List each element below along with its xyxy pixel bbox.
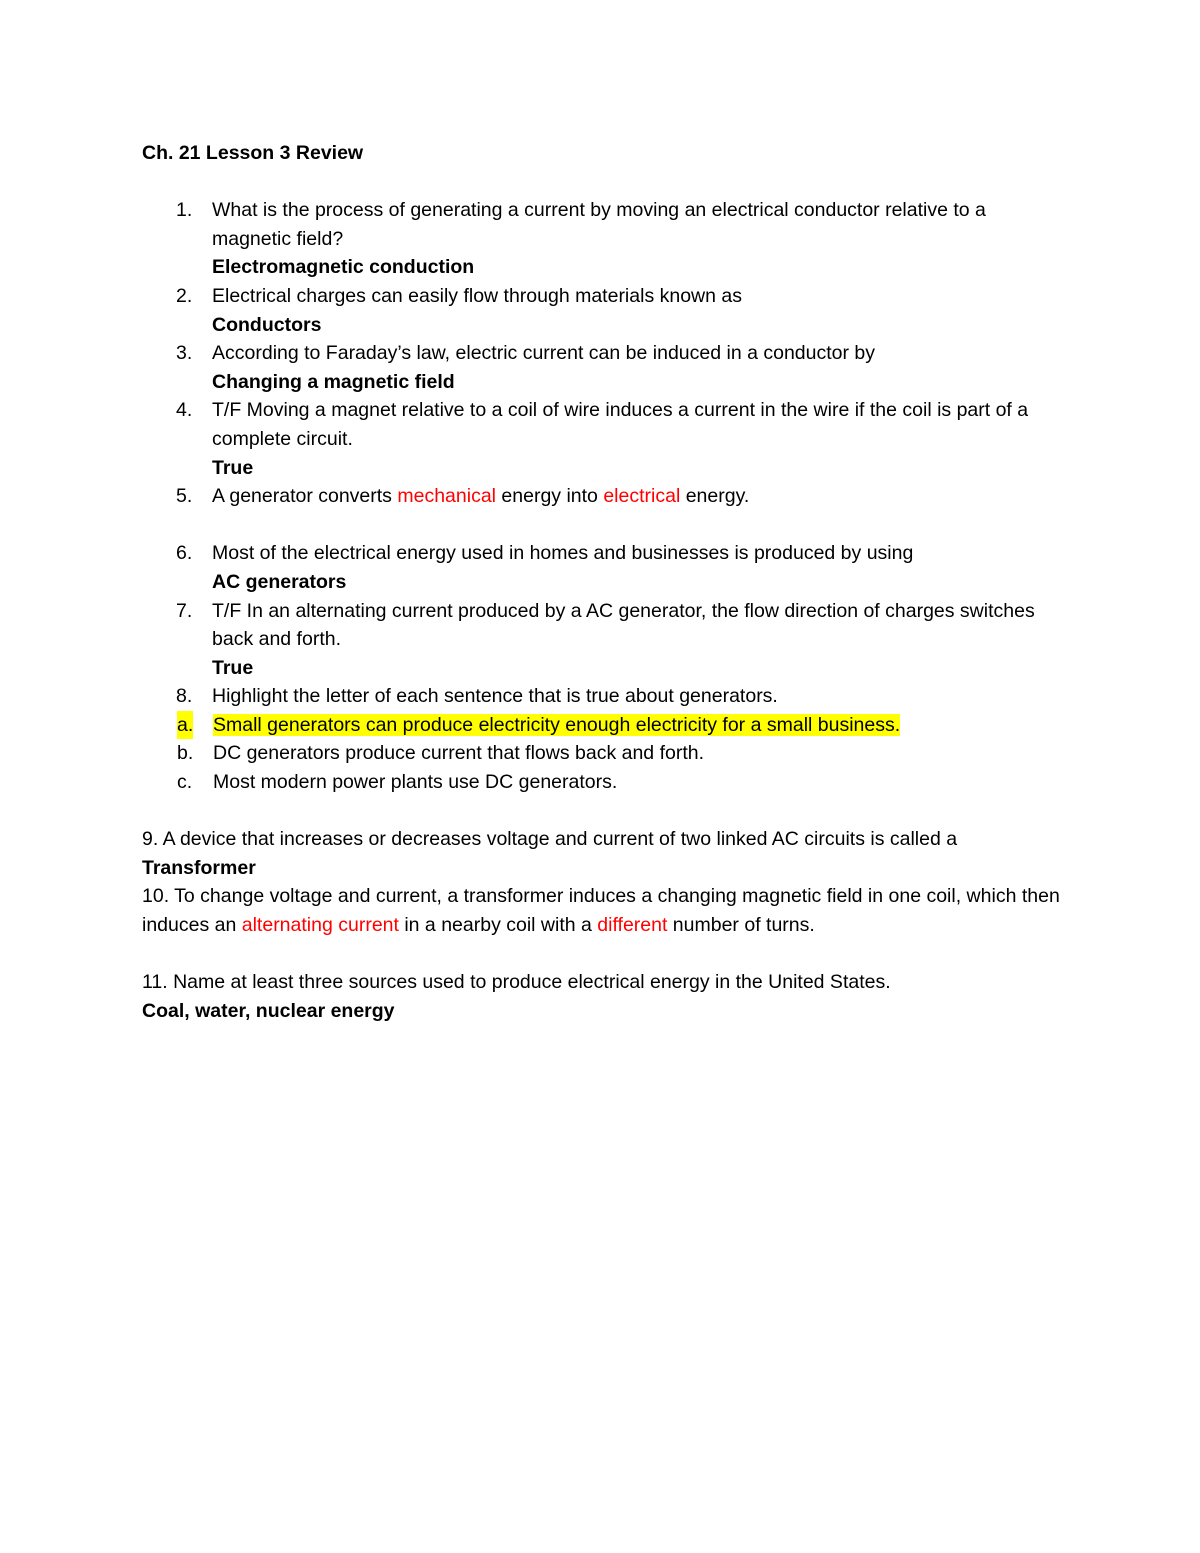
- fill-in-answer: electrical: [603, 485, 681, 508]
- question-8: [142, 682, 1062, 711]
- question-number: 8.: [176, 685, 193, 708]
- question-10: [142, 882, 1062, 939]
- question-1: [142, 196, 1062, 282]
- question-number: 2.: [176, 284, 193, 307]
- answer-text: Changing a magnetic field: [212, 370, 455, 393]
- question-text: 11. Name at least three sources used to produce electrical energy in the United States.: [142, 971, 891, 994]
- blank-line: [142, 168, 1062, 197]
- question-text: in a nearby coil with a: [398, 914, 598, 937]
- answer-text: Coal, water, nuclear energy: [142, 999, 395, 1022]
- option-text: DC generators produce current that flows back and forth.: [213, 742, 705, 765]
- question-text: T/F In an alternating current produced by a AC generator, the flow direction of charges switches back and forth.: [212, 599, 1035, 651]
- question-number: 5.: [176, 485, 193, 508]
- option-letter: b.: [177, 742, 194, 765]
- question-text: Highlight the letter of each sentence that is true about generators.: [212, 685, 778, 708]
- question-number: 7.: [176, 599, 193, 622]
- question-text: energy.: [680, 485, 750, 508]
- question-4: [142, 396, 1062, 482]
- option-text: Small generators can produce electricity enough electricity for a small business.: [213, 713, 901, 736]
- question-3: [142, 339, 1062, 396]
- question-9: [142, 825, 1062, 882]
- option-a: [142, 711, 1062, 740]
- question-number: 4.: [176, 399, 193, 422]
- blank-line: [142, 797, 1062, 826]
- document-title: Ch. 21 Lesson 3 Review: [142, 142, 364, 164]
- question-text: A generator converts: [212, 485, 398, 508]
- question-text: What is the process of generating a current by moving an electrical conductor relative to a magnetic field?: [212, 199, 986, 250]
- fill-in-answer: different: [597, 914, 668, 937]
- document-page: [142, 139, 1062, 1025]
- question-6: [142, 539, 1062, 596]
- blank-line: [142, 511, 1062, 540]
- fill-in-answer: alternating current: [241, 914, 399, 937]
- option-list: [142, 711, 1062, 797]
- question-text: 10. To change voltage and current, a transformer induces a changing magnetic field in one coil, which then induces an: [142, 885, 1060, 937]
- answer-text: Transformer: [142, 856, 256, 879]
- question-list: [142, 196, 1062, 711]
- question-text: Electrical charges can easily flow through materials known as: [212, 284, 742, 307]
- answer-text: Conductors: [212, 313, 322, 336]
- question-text: Most of the electrical energy used in homes and businesses is produced by using: [212, 542, 914, 565]
- question-7: [142, 597, 1062, 683]
- question-11: [142, 968, 1062, 1025]
- answer-text: True: [212, 656, 254, 679]
- question-text: number of turns.: [667, 914, 815, 937]
- question-text: 9. A device that increases or decreases voltage and current of two linked AC circuits is called a: [142, 828, 958, 851]
- option-b: [142, 739, 1062, 768]
- question-number: 3.: [176, 342, 193, 365]
- answer-text: True: [212, 456, 254, 479]
- option-letter: a.: [177, 711, 193, 740]
- question-number: 1.: [176, 199, 193, 222]
- blank-line: [142, 940, 1062, 969]
- fill-in-answer: mechanical: [397, 485, 502, 508]
- option-letter: c.: [177, 771, 193, 794]
- question-text: energy into: [501, 485, 604, 508]
- option-c: [142, 768, 1062, 797]
- question-text: According to Faraday’s law, electric current can be induced in a conductor by: [212, 342, 875, 365]
- question-number: 6.: [176, 542, 193, 565]
- question-text: T/F Moving a magnet relative to a coil of wire induces a current in the wire if the coil is part of a complete circuit.: [212, 399, 1029, 450]
- answer-text: Electromagnetic conduction: [212, 256, 475, 279]
- question-2: [142, 282, 1062, 339]
- answer-text: AC generators: [212, 570, 347, 593]
- option-text: Most modern power plants use DC generators.: [213, 771, 618, 794]
- question-5: [142, 482, 1062, 511]
